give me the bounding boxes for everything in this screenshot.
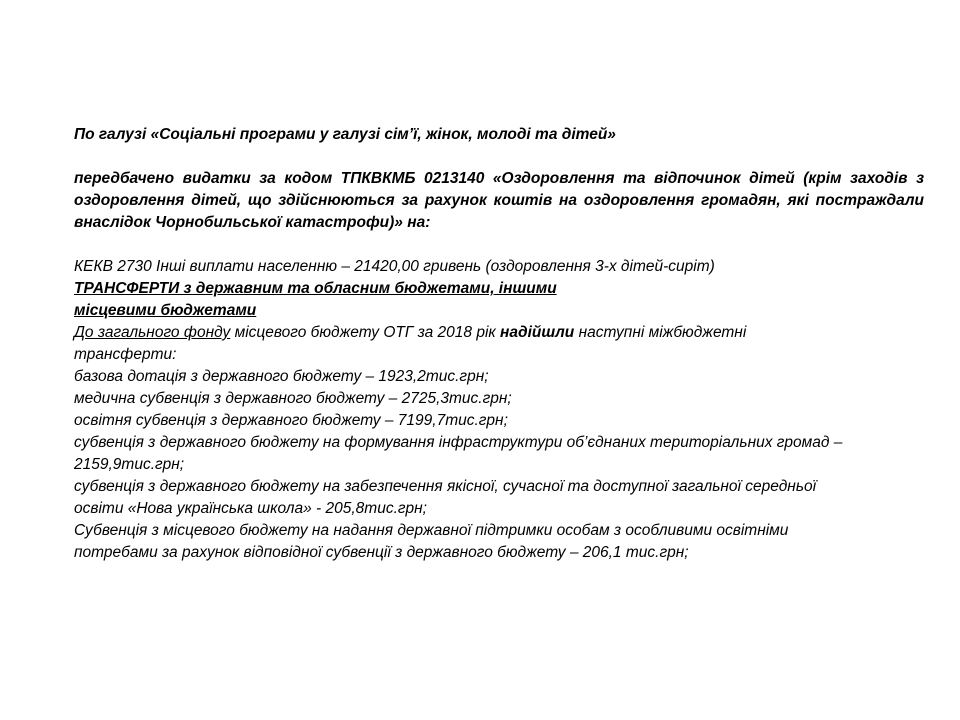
list-item: освітня субвенція з державного бюджету – 7199,7тис.грн; <box>74 412 508 429</box>
general-fund-middle: місцевого бюджету ОТГ за 2018 рік <box>230 324 501 341</box>
transfers-title-line-1: ТРАНСФЕРТИ з державним та обласним бюджетами, іншими <box>74 280 557 297</box>
section-heading: По галузі «Соціальні програми у галузі сім’ї, жінок, молоді та дітей» <box>74 126 616 143</box>
intro-paragraph: передбачено видатки за кодом ТПКВКМБ 0213140 «Оздоровлення та відпочинок дітей (крім заходів з оздоровлення дітей, що здійснюються за рахунок коштів на оздоровлення громадян, які постраждали внаслідок Чорнобильської катастрофи)» на: <box>74 170 924 231</box>
list-item: субвенція з державного бюджету на забезпечення якісної, сучасної та доступної загальної середньої освіти «Нова українська школа» - 205,8тис.грн; <box>74 478 817 517</box>
list-item: медична субвенція з державного бюджету – 2725,3тис.грн; <box>74 390 512 407</box>
general-fund-label: До загального фонду <box>74 324 231 341</box>
transfers-title-line-2: місцевими бюджетами <box>74 302 257 319</box>
list-item: базова дотація з державного бюджету – 1923,2тис.грн; <box>74 368 489 385</box>
spacer <box>74 234 924 256</box>
spacer <box>74 146 924 168</box>
general-fund-end: наступні міжбюджетні трансферти: <box>74 324 747 363</box>
list-item: Субвенція з місцевого бюджету на надання державної підтримки особам з особливими освітніми потребами за рахунок відповідної субвенції з державного бюджету – 206,1 тис.грн; <box>74 522 789 561</box>
kekv-line: КЕКВ 2730 Інші виплати населенню – 21420,00 гривень (оздоровлення 3-х дітей-сиріт) <box>74 258 715 275</box>
general-fund-paragraph <box>74 322 844 366</box>
general-fund-bold: надійшли <box>500 324 575 341</box>
list-item: субвенція з державного бюджету на формування інфраструктури об’єднаних територіальних громад – 2159,9тис.грн; <box>74 434 843 473</box>
slide-content <box>74 124 924 564</box>
